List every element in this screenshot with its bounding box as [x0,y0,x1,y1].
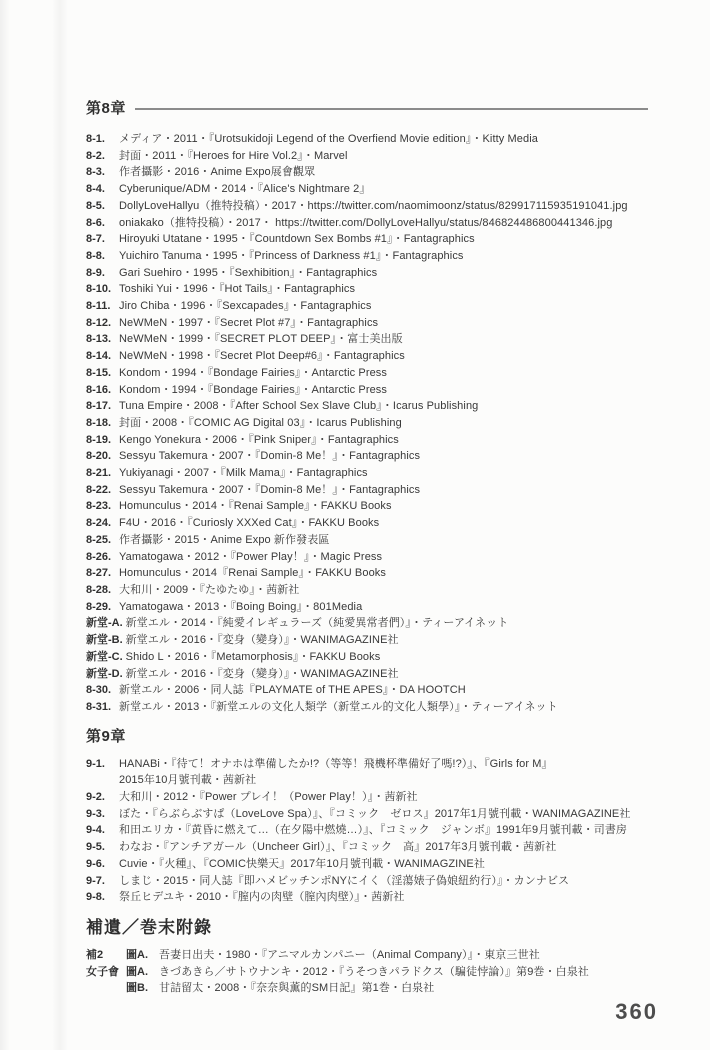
entry-text: Yamatogawa・2013・『Boing Boing』・801Media [119,600,363,613]
entry-text-wrap [119,164,648,181]
entry-label: 8-4. [86,183,105,196]
reference-entry [86,682,648,699]
reference-entry [86,382,648,399]
entry-text: Homunculus・2014『Renai Sample』・FAKKU Books [119,567,386,580]
entry-text-wrap [119,148,648,165]
entry-text-wrap [159,947,648,964]
reference-entry [86,947,648,964]
entry-text: F4U・2016・『Curiosly XXXed Cat』・FAKKU Books [119,517,380,530]
entry-text: きづあきら／サトウナンキ・2012・『うそつきパラドクス（騙徒悖論）』第9巻・白泉社 [159,965,589,978]
entry-text-wrap [119,131,648,148]
entry-list [86,131,648,716]
entry-text-wrap [119,532,648,549]
scan-crease [52,0,68,1050]
entry-label: 新堂-C. [86,650,123,663]
entry-text-wrap [119,281,648,298]
entry-text: DollyLoveHallyu（推特投稿）・2017・https://twitter.com/naomimoonz/status/829917115935191041.jpg [119,199,628,212]
entry-figure-label: 圖A. [126,948,148,961]
entry-label: 9-3. [86,807,105,820]
entry-text-wrap [159,964,648,981]
entry-text-wrap [119,699,648,716]
entry-text-wrap [119,248,648,265]
entry-text-wrap [119,265,648,282]
entry-label: 8-23. [86,500,112,513]
entry-label: 新堂-B. [86,634,123,647]
reference-entry [86,980,648,997]
section-title-text: 第9章 [86,727,126,745]
entry-text: 祭丘ヒデユキ・2010・『膣内の肉壁（膣內肉壁）』・茜新社 [119,891,405,904]
entry-text: しまじ・2015・同人誌『即ハメビッチンポNYにイく（淫蕩婊子偽娘紐約行）』・カンナビス [119,874,570,887]
entry-label: 8-15. [86,366,112,379]
entry-text-line2: 2015年10月號刊載・茜新社 [119,774,257,787]
reference-entry [86,448,648,465]
section-0 [86,97,648,716]
reference-entry [86,215,648,232]
reference-entry [86,549,648,566]
section-2 [86,913,648,997]
entry-text: NeWMeN・1997・『Secret Plot #7』・Fantagraphics [119,316,379,329]
entry-label: 8-22. [86,483,112,496]
entry-text-wrap [119,215,648,232]
entry-text-wrap [126,632,648,649]
entry-text: Cyberunique/ADM・2014・『Alice's Nightmare 2』 [119,183,371,196]
entry-label: 8-14. [86,350,112,363]
entry-text: Shido L・2016・『Metamorphosis』・FAKKU Books [125,650,381,663]
reference-entry [86,181,648,198]
entry-text-wrap [119,415,648,432]
entry-text: Homunculus・2014・『Renai Sample』・FAKKU Books [119,500,392,513]
entry-text: 封面・2011・『Heroes for Hire Vol.2』・Marvel [119,149,348,162]
section-title-text: 補遺／巻末附錄 [86,917,212,937]
entry-text-wrap [119,806,648,823]
entry-label: 8-21. [86,467,112,480]
reference-entry [86,599,648,616]
entry-label: 8-18. [86,416,112,429]
entry-text: 作者攝影・2015・Anime Expo 新作發表區 [119,533,330,546]
reference-entry [86,131,648,148]
reference-entry [86,298,648,315]
reference-entry [86,856,648,873]
reference-entry [86,248,648,265]
entry-list [86,756,648,906]
entry-label: 新堂-D. [86,667,123,680]
entry-text: Cuvie・『火種』、『COMIC快樂天』2017年10月號刊載・WANIMAGZINE社 [119,857,485,870]
entry-text-wrap [119,231,648,248]
entry-text-wrap [119,515,648,532]
entry-text: 新堂エル・2016・『変身（變身）』・WANIMAGAZINE社 [125,667,399,680]
entry-text-wrap [119,432,648,449]
entry-text-wrap [119,398,648,415]
entry-label: 8-7. [86,233,105,246]
entry-label: 8-17. [86,400,112,413]
entry-label: 8-30. [86,684,112,697]
entry-text: 大和川・2009・『たゆたゆ』・茜新社 [119,583,300,596]
reference-entry [86,789,648,806]
section-title [86,725,648,746]
reference-entry [86,265,648,282]
entry-label: 9-2. [86,791,105,804]
reference-entry [86,839,648,856]
entry-text-wrap [119,873,648,890]
entry-label: 8-1. [86,133,105,145]
reference-entry [86,281,648,298]
reference-entry [86,498,648,515]
reference-entry [86,465,648,482]
entry-label: 補2 [86,948,104,961]
entry-label: 8-31. [86,700,112,713]
entry-label: 8-28. [86,583,112,596]
reference-entry [86,515,648,532]
entry-text: Hiroyuki Utatane・1995・『Countdown Sex Bombs #1』・Fantagraphics [119,233,475,246]
entry-label: 8-29. [86,600,112,613]
entry-label: 9-1. [86,757,105,770]
reference-entry [86,666,648,683]
entry-label: 9-4. [86,824,105,837]
reference-entry [86,699,648,716]
entry-text: Kondom・1994・『Bondage Fairies』・Antarctic Press [119,366,388,379]
reference-entry [86,964,648,981]
section-rule [135,108,648,110]
entry-label: 9-5. [86,841,105,854]
reference-entry [86,432,648,449]
reference-entry [86,632,648,649]
entry-text-wrap [119,382,648,399]
entry-figure-label: 圖A. [126,965,148,978]
entry-text: Kondom・1994・『Bondage Fairies』・Antarctic Press [119,383,388,396]
entry-label: 8-12. [86,316,112,329]
entry-label: 8-26. [86,550,112,563]
entry-text: Kengo Yonekura・2006・『Pink Sniper』・Fantagraphics [119,433,399,446]
entry-text-wrap [119,822,648,839]
reference-entry [86,649,648,666]
entry-label: 9-8. [86,891,105,904]
entry-label: 9-6. [86,857,105,870]
entry-label: 8-19. [86,433,112,446]
entry-text: 甘詰留太・2008・『奈奈與薫的SM日記』第1巻・白泉社 [159,982,435,995]
entry-text: 新堂エル・2013・『新堂エルの文化人類学（新堂エル的文化人類學）』・ティーアイネット [119,700,558,713]
reference-entry [86,415,648,432]
entry-label: 8-16. [86,383,112,396]
entry-text: 吾妻日出夫・1980・『アニマルカンパニー（Animal Company）』・東京三世社 [159,948,540,961]
entry-label: 女子會 [86,965,119,978]
entry-text-wrap [119,682,648,699]
entry-list [86,947,648,997]
entry-label: 8-5. [86,199,105,212]
entry-text-wrap [119,839,648,856]
reference-entry [86,164,648,181]
entry-text-wrap [119,756,648,789]
entry-text: 封面・2008・『COMIC AG Digital 03』・Icarus Publishing [119,416,402,429]
entry-figure-label: 圖B. [126,982,148,995]
entry-text-wrap [119,856,648,873]
reference-entry [86,873,648,890]
entry-text: 新堂エル・2006・同人誌『PLAYMATE of THE APES』・DA HOOTCH [119,684,466,697]
entry-text: Sessyu Takemura・2007・『Domin-8 Me！』・Fantagraphics [119,483,421,496]
entry-text: Toshiki Yui・1996・『Hot Tails』・Fantagraphics [119,283,356,296]
entry-text: 大和川・2012・『Power プレイ！（Power Play！）』・茜新社 [119,791,418,804]
entry-text-wrap [126,649,648,666]
section-title [86,97,648,118]
reference-entry [86,482,648,499]
entry-text-wrap [119,365,648,382]
reference-entry [86,231,648,248]
entry-text-wrap [119,789,648,806]
entry-label: 9-7. [86,874,105,887]
entry-label: 8-3. [86,166,105,179]
page-number: 360 [615,999,658,1024]
entry-text: 和田エリカ・『黄昏に燃えて…（在夕陽中燃燒…）』、『コミック ジャンボ』1991年9月號刊載・司書房 [119,824,628,837]
entry-label: 8-10. [86,283,112,296]
entry-text-wrap [119,181,648,198]
entry-text-wrap [119,331,648,348]
page-edge-shadow [0,0,10,1050]
entry-text-wrap [119,582,648,599]
entry-text: 新堂エル・2016・『変身（變身）』・WANIMAGAZINE社 [125,634,399,647]
entry-text-wrap [119,348,648,365]
entry-text-wrap [126,666,648,683]
reference-entry [86,615,648,632]
entry-label: 8-20. [86,450,112,463]
entry-text: メディア・2011・『Urotsukidoji Legend of the Overfiend Movie edition』・Kitty Media [119,133,539,145]
reference-entry [86,806,648,823]
reference-entry [86,148,648,165]
entry-text-wrap [119,465,648,482]
entry-label: 8-9. [86,266,105,279]
entry-text: HANABi・『待て！オナホは準備したか!?（等等！飛機杯準備好了嗎!?）』、『Girls for M』 [119,757,553,770]
reference-entry [86,198,648,215]
entry-text-wrap [119,549,648,566]
entry-text-wrap [159,980,648,997]
reference-entry [86,315,648,332]
entry-text: Yuichiro Tanuma・1995・『Princess of Darkness #1』・Fantagraphics [119,249,464,262]
entry-text-wrap [126,615,648,632]
entry-text-wrap [119,599,648,616]
entry-label: 8-8. [86,249,105,262]
entry-label: 8-6. [86,216,105,229]
entry-text: Yukiyanagi・2007・『Milk Mama』・Fantagraphics [119,467,368,480]
entry-text: ぼた・『らぶらぶすぱ（LoveLove Spa）』、『コミック ゼロス』2017年1月號刊載・WANIMAGAZINE社 [119,807,631,820]
reference-entry [86,756,648,789]
reference-entry [86,365,648,382]
entry-text-wrap [119,482,648,499]
entry-label: 8-25. [86,533,112,546]
bibliography-content [86,97,648,997]
entry-label: 8-11. [86,300,111,313]
entry-label: 8-13. [86,333,112,346]
entry-text: 作者攝影・2016・Anime Expo展會觀眾 [119,166,316,179]
reference-sections [86,97,648,997]
reference-entry [86,582,648,599]
entry-text: NeWMeN・1999・『SECRET PLOT DEEP』・富士美出版 [119,333,403,346]
entry-text-wrap [119,498,648,515]
entry-text-wrap [119,889,648,906]
entry-text: わなお・『アンチアガール（Uncheer Girl）』、『コミック 高』2017年3月號刊載・茜新社 [119,841,557,854]
section-title [86,913,648,938]
reference-entry [86,398,648,415]
entry-text-wrap [119,298,648,315]
reference-entry [86,532,648,549]
entry-text-wrap [119,565,648,582]
entry-label: 8-2. [86,149,105,162]
section-1 [86,725,648,906]
entry-text-wrap [119,198,648,215]
entry-text: 新堂エル・2014・『純愛イレギュラーズ（純愛異常者們）』・ティーアイネット [125,617,509,630]
entry-text: oniakako（推特投稿）・2017・ https://twitter.com/DollyLoveHallyu/status/846824486800441346.jpg [119,216,613,229]
entry-label: 新堂-A. [86,617,123,630]
entry-label: 8-24. [86,517,112,530]
section-title-text: 第8章 [86,100,126,117]
reference-entry [86,565,648,582]
entry-text: Jiro Chiba・1996・『Sexcapades』・Fantagraphics [119,300,372,313]
reference-entry [86,889,648,906]
entry-text-wrap [119,448,648,465]
entry-text-wrap [119,315,648,332]
entry-text: Gari Suehiro・1995・『Sexhibition』・Fantagraphics [119,266,378,279]
entry-text: Tuna Empire・2008・『After School Sex Slave Club』・Icarus Publishing [119,400,479,413]
entry-label: 8-27. [86,567,112,580]
entry-text: Yamatogawa・2012・『Power Play！』・Magic Press [119,550,383,563]
reference-entry [86,331,648,348]
reference-entry [86,822,648,839]
reference-entry [86,348,648,365]
entry-text: Sessyu Takemura・2007・『Domin-8 Me！』・Fantagraphics [119,450,421,463]
entry-text: NeWMeN・1998・『Secret Plot Deep#6』・Fantagraphics [119,350,405,363]
